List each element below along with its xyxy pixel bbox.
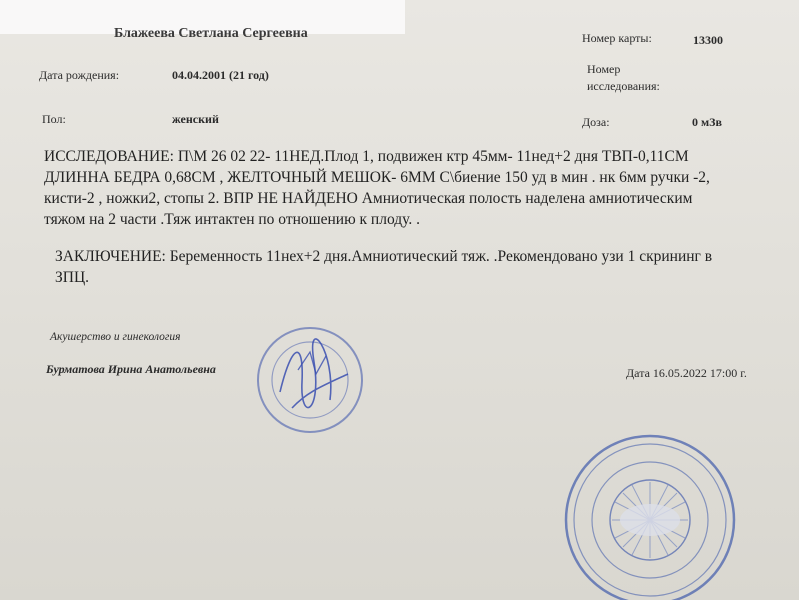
- department: Акушерство и гинекология: [50, 331, 181, 343]
- study-line-3: кисти-2 , ножки2, стопы 2. ВПР НЕ НАЙДЕНО Амниотическая полость наделена амниотическим: [44, 190, 693, 207]
- doctor-name: Бурматова Ирина Анатольевна: [46, 362, 216, 376]
- sex-value: женский: [172, 112, 219, 126]
- patient-name: Блажеева Светлана Сергеевна: [114, 26, 308, 41]
- birth-date-label: Дата рождения:: [39, 68, 120, 82]
- study-number-label-line1: Номер: [587, 62, 621, 76]
- clinic-seal: [560, 430, 740, 600]
- study-description: [44, 146, 784, 230]
- study-line-1: ИССЛЕДОВАНИЕ: П\М 26 02 22- 11НЕД.Плод 1, подвижен ктр 45мм- 11нед+2 дня ТВП-0,11СМ: [44, 148, 689, 165]
- conclusion-line-2: ЗПЦ.: [55, 269, 90, 286]
- card-number-value: 13300: [693, 33, 723, 47]
- study-line-2: ДЛИННА БЕДРА 0,68СМ , ЖЕЛТОЧНЫЙ МЕШОК- 6ММ С\биение 150 уд в мин . нк 6мм ручки -2,: [44, 169, 710, 186]
- sex-label: Пол:: [42, 112, 66, 126]
- card-number-label: Номер карты:: [582, 31, 652, 45]
- dose-value: 0 мЗв: [692, 115, 722, 129]
- study-line-4: тяжом на 2 части .Тяж интактен по отношению к плоду. .: [44, 211, 420, 228]
- conclusion-block: [55, 246, 785, 288]
- dose-label: Доза:: [582, 115, 610, 129]
- report-date: Дата 16.05.2022 17:00 г.: [626, 366, 747, 380]
- conclusion-line-1: ЗАКЛЮЧЕНИЕ: Беременность 11нех+2 дня.Амниотический тяж. .Рекомендовано узи 1 скрининг в: [55, 248, 713, 265]
- study-number-label-line2: исследования:: [587, 79, 660, 93]
- birth-date-value: 04.04.2001 (21 год): [172, 68, 269, 82]
- doctor-stamp-signature: [252, 322, 368, 438]
